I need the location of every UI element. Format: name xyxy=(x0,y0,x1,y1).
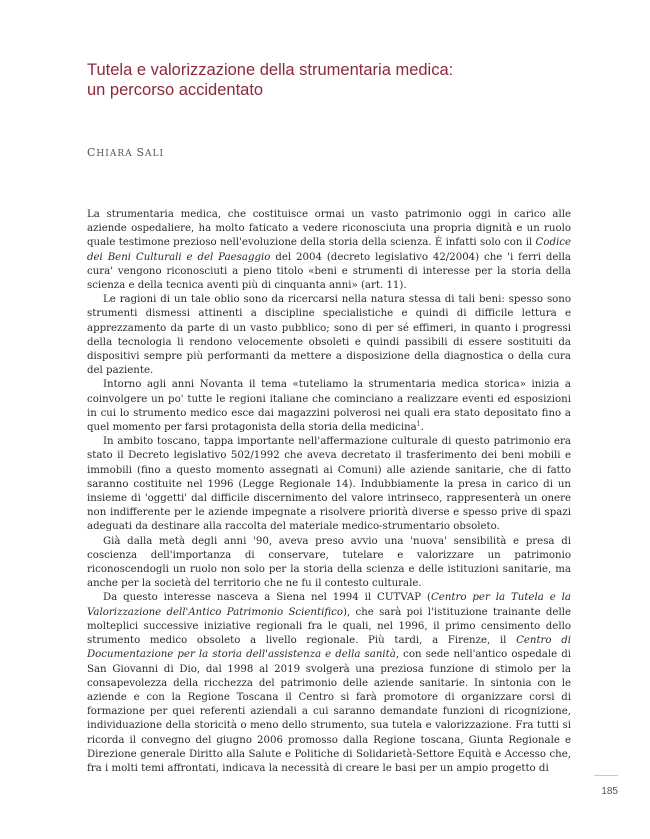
author-name: CHIARA SALI xyxy=(87,146,165,159)
footer-rule xyxy=(594,775,618,776)
article-title xyxy=(87,60,567,100)
page-number: 185 xyxy=(601,786,618,797)
paragraph-1: La strumentaria medica, che costituisce ormai un vasto patrimonio oggi in carico alle aziende ospedaliere, ha molto faticato a vedere riconosciuta una propria dignità e un ruolo quale testimone prezioso nell'evoluzione della storia della scienza. È infatti solo con il Codice dei Beni Culturali e del Paesaggio del 2004 (decreto legislativo 42/2004) che 'i ferri della cura' vengono riconosciuti a pieno titolo «beni e strumenti di interesse per la storia della scienza e della tecnica aventi più di cinquanta anni» (art. 11). xyxy=(87,209,572,292)
paragraph-4: In ambito toscano, tappa importante nell'affermazione culturale di questo patrimonio era stato il Decreto legislativo 502/1992 che aveva decretato il trasferimento dei beni mobili e immobili (fino a questo momento assegnati ai Comuni) alle aziende sanitarie, che di fatto saranno costituite nel 1996 (Legge Regionale 14). Indubbiamente la presa in carico di un insieme di 'oggetti' dal difficile discernimento del valore intrinseco, rappresenterà un onere non indifferente per le aziende impegnate a risolvere priorità diverse e spesso prive di spazi adeguati da destinare alla raccolta del materiale medico-strumentario obsoleto. xyxy=(87,436,571,533)
title-line-1: Tutela e valorizzazione della strumentaria medica: xyxy=(87,61,454,79)
title-line-2: un percorso accidentato xyxy=(87,81,264,99)
paragraph-5: Già dalla metà degli anni '90, aveva preso avvio una 'nuova' sensibilità e presa di coscienza dell'importanza di conservare, tutelare e valorizzare un patrimonio riconoscendogli un ruolo non solo per la storia della scienza e delle istituzioni sanitarie, ma anche per la società del territorio che ne fu il contesto culturale. xyxy=(87,535,571,590)
paragraph-3: Intorno agli anni Novanta il tema «tuteliamo la strumentaria medica storica» inizia a coinvolgere un po' tutte le regioni italiane che cominciano a realizzare eventi ed esposizioni in cui lo strumento medico esce dai magazzini polverosi nei quali era stato depositato fino a quel momento per farsi protagonista della storia della medicina$^1$. xyxy=(87,379,571,434)
paragraph-2: Le ragioni di un tale oblio sono da ricercarsi nella natura stessa di tali beni: spesso sono strumenti dismessi attinenti a discipline specialistiche e quindi di difficile lettura e apprezzamento da parte di un vasto pubblico; sono di per sé effimeri, in quanto i progressi della tecnologia li rendono velocemente obsoleti e quindi passibili di essere sostituiti da dispositivi sempre più performanti da mettere a disposizione della diagnostica o della cura del paziente. xyxy=(87,294,571,377)
footnote-marker: 1 xyxy=(416,420,421,428)
paragraph-6: Da questo interesse nasceva a Siena nel 1994 il CUTVAP (Centro per la Tutela e la Valorizzazione dell'Antico Patrimonio Scientifico), che sarà poi l'istituzione trainante delle molteplici successive iniziative regionali fra le quali, nel 1996, il primo censimento dello strumento medico obsoleto a livello regionale. Più tardi, a Firenze, il Centro di Documentazione per la storia dell'assistenza e della sanità, con sede nell'antico ospedale di San Giovanni di Dio, dal 1998 al 2019 svolgerà una preziosa funzione di stimolo per la consapevolezza della ricchezza del patrimonio delle aziende sanitarie. In sintonia con le aziende e con la Regione Toscana il Centro si farà promotore di organizzare corsi di formazione per quei referenti aziendali a cui saranno demandate funzioni di ricognizione, individuazione della storicità o meno dello strumento, sua tutela e valorizzazione. Fra tutti si ricorda il convegno del giugno 2006 promosso dalla Regione toscana, Giunta Regionale e Direzione generale Diritto alla Salute e Politiche di Solidarietà-Settore Equità e Accesso che, fra i molti temi affrontati, indicava la necessità di creare le basi per un ampio progetto di xyxy=(87,592,571,774)
article-body xyxy=(87,208,571,776)
